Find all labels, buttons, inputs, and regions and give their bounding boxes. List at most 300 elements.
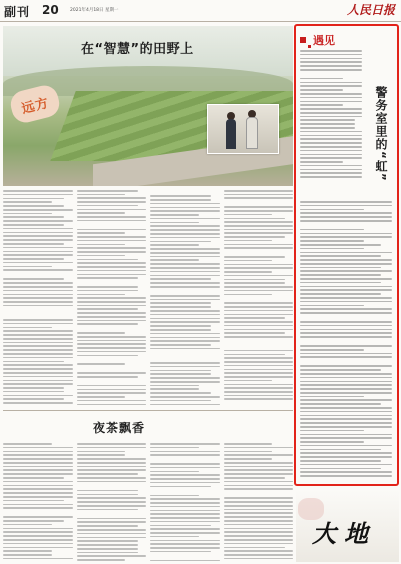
text-line xyxy=(224,447,294,449)
person-body xyxy=(226,119,236,149)
text-line xyxy=(224,201,294,204)
text-line xyxy=(77,490,138,492)
text-line xyxy=(224,454,294,456)
text-line xyxy=(150,458,220,461)
text-line xyxy=(150,241,211,243)
text-line xyxy=(77,343,147,345)
text-line xyxy=(224,310,294,312)
text-line xyxy=(300,161,343,163)
text-line xyxy=(150,218,220,220)
text-line xyxy=(3,251,73,253)
text-line xyxy=(224,554,294,556)
text-line xyxy=(77,327,147,330)
text-line xyxy=(77,469,147,471)
text-line xyxy=(300,418,392,420)
text-line xyxy=(3,301,73,303)
text-line xyxy=(3,500,64,502)
text-line xyxy=(77,552,138,554)
text-line xyxy=(77,389,147,391)
text-line xyxy=(150,302,211,304)
text-line xyxy=(300,127,355,129)
supplement-logo-art xyxy=(296,490,399,562)
text-line xyxy=(77,447,147,449)
text-line xyxy=(224,539,294,541)
text-line xyxy=(224,361,294,363)
text-line xyxy=(150,352,220,355)
text-line xyxy=(3,319,73,321)
text-line xyxy=(300,108,362,110)
text-line xyxy=(300,349,364,351)
text-line xyxy=(150,210,220,212)
text-line xyxy=(224,218,285,220)
text-line xyxy=(224,221,294,223)
text-line xyxy=(224,402,294,405)
text-line xyxy=(224,395,294,397)
text-line xyxy=(77,312,147,314)
text-line xyxy=(150,486,211,488)
text-line xyxy=(150,547,220,549)
text-line xyxy=(3,305,73,307)
text-line xyxy=(77,290,138,292)
text-line xyxy=(3,380,73,382)
text-line xyxy=(150,385,199,387)
text-line xyxy=(150,474,220,476)
text-column xyxy=(150,443,220,561)
text-line xyxy=(150,290,220,293)
text-line xyxy=(300,233,392,235)
text-line xyxy=(300,216,392,218)
feature-hero-image xyxy=(3,26,293,186)
text-line xyxy=(77,224,147,227)
text-line xyxy=(300,97,362,99)
text-line xyxy=(150,278,211,280)
text-line xyxy=(224,354,285,356)
text-line xyxy=(300,452,392,454)
text-line xyxy=(150,463,220,465)
text-line xyxy=(224,302,294,304)
text-line xyxy=(77,529,147,531)
text-line xyxy=(224,271,273,273)
text-line xyxy=(77,232,126,234)
text-line xyxy=(300,138,362,140)
text-line xyxy=(77,351,147,353)
feature-photo[interactable] xyxy=(207,104,279,154)
page-masthead xyxy=(0,0,401,22)
text-line xyxy=(3,395,73,397)
text-line xyxy=(300,415,392,417)
text-line xyxy=(224,336,294,338)
text-line xyxy=(77,376,138,378)
text-line xyxy=(150,282,220,284)
text-line xyxy=(3,220,73,222)
text-line xyxy=(224,232,294,234)
text-line xyxy=(3,247,73,249)
text-line xyxy=(3,462,73,464)
text-line xyxy=(3,361,64,363)
text-line xyxy=(224,225,294,227)
text-line xyxy=(224,469,294,471)
text-line xyxy=(150,263,220,265)
text-line xyxy=(3,524,52,526)
text-line xyxy=(224,240,273,242)
text-line xyxy=(77,481,147,483)
text-line xyxy=(3,224,64,226)
text-line xyxy=(300,61,362,63)
text-line xyxy=(3,372,73,374)
text-line xyxy=(300,146,362,148)
text-line xyxy=(300,407,392,409)
text-line xyxy=(224,194,294,196)
text-line xyxy=(150,275,220,277)
text-line xyxy=(224,497,294,499)
text-line xyxy=(77,266,147,268)
text-line xyxy=(300,289,392,291)
text-line xyxy=(300,282,381,284)
text-line xyxy=(77,473,138,475)
text-line xyxy=(300,123,355,125)
text-line xyxy=(3,387,64,389)
text-line xyxy=(300,93,362,95)
text-line xyxy=(3,458,73,460)
text-line xyxy=(300,142,362,144)
text-line xyxy=(300,201,392,203)
feature-title[interactable]: 在“智慧”的田野上 xyxy=(81,42,194,57)
text-line xyxy=(150,392,211,394)
text-line xyxy=(150,451,220,453)
text-line xyxy=(3,266,52,268)
text-line xyxy=(150,229,220,231)
text-line xyxy=(300,224,392,227)
text-line xyxy=(150,248,220,250)
text-line xyxy=(77,392,147,394)
text-line xyxy=(77,559,126,561)
text-line xyxy=(150,237,220,239)
text-line xyxy=(3,447,73,449)
text-line xyxy=(224,332,285,334)
text-line xyxy=(3,531,73,533)
text-line xyxy=(300,353,392,355)
text-line xyxy=(3,364,73,366)
text-line xyxy=(224,357,294,359)
text-line xyxy=(3,258,64,260)
text-line xyxy=(300,286,392,288)
text-column xyxy=(150,190,220,405)
text-line xyxy=(77,286,138,288)
text-line xyxy=(150,299,220,301)
text-line xyxy=(3,451,73,453)
section-name: 副刊 xyxy=(4,5,31,19)
text-line xyxy=(150,190,220,193)
text-line xyxy=(3,327,52,329)
text-line xyxy=(224,380,273,382)
text-line xyxy=(224,543,294,545)
text-line xyxy=(150,370,211,372)
text-line xyxy=(3,496,73,498)
text-line xyxy=(3,235,73,237)
text-line xyxy=(300,456,392,458)
text-line xyxy=(150,388,199,390)
text-line xyxy=(77,316,147,318)
text-line xyxy=(150,381,220,383)
text-line xyxy=(224,391,294,393)
text-line xyxy=(77,229,147,231)
text-line xyxy=(3,228,73,230)
text-line xyxy=(300,369,381,371)
text-line xyxy=(150,502,220,504)
text-line xyxy=(77,281,147,284)
text-line xyxy=(3,454,73,456)
page-number: 20 xyxy=(42,3,59,17)
text-line xyxy=(3,535,73,537)
text-line xyxy=(150,560,220,561)
text-line xyxy=(77,494,138,496)
text-line xyxy=(300,78,343,80)
text-line xyxy=(3,345,73,347)
text-line xyxy=(224,485,294,487)
text-line xyxy=(224,325,294,327)
text-line xyxy=(3,558,73,560)
column-article-title[interactable]: 警务室里的“虹” xyxy=(374,86,388,182)
text-line xyxy=(77,255,126,257)
text-line xyxy=(224,236,285,238)
text-line xyxy=(224,477,285,479)
text-line xyxy=(3,297,73,299)
text-line xyxy=(150,222,199,224)
text-line xyxy=(3,520,64,522)
text-line xyxy=(3,254,73,256)
text-line xyxy=(77,308,138,310)
text-line xyxy=(150,377,220,379)
text-line xyxy=(77,355,138,357)
text-line xyxy=(150,551,211,553)
text-line xyxy=(77,533,147,535)
text-line xyxy=(3,473,73,475)
text-line xyxy=(77,209,147,211)
text-line xyxy=(224,512,294,514)
text-line xyxy=(224,275,294,277)
text-line xyxy=(300,244,381,246)
text-line xyxy=(300,255,381,257)
text-line xyxy=(77,212,126,214)
text-line xyxy=(300,430,364,432)
text-line xyxy=(77,216,147,218)
text-line xyxy=(300,441,364,443)
text-line xyxy=(3,239,73,241)
text-line xyxy=(224,535,294,537)
text-line xyxy=(150,325,211,327)
text-line xyxy=(3,273,73,276)
text-line xyxy=(224,251,294,254)
text-line xyxy=(77,385,147,387)
text-line xyxy=(77,294,126,296)
text-line xyxy=(224,264,294,266)
text-line xyxy=(150,495,199,497)
text-line xyxy=(300,340,392,343)
text-column xyxy=(3,190,73,405)
text-line xyxy=(224,244,294,246)
text-line xyxy=(3,376,73,378)
text-line xyxy=(3,383,73,385)
text-line xyxy=(300,471,392,473)
text-line xyxy=(224,520,294,522)
text-line xyxy=(77,537,147,539)
text-line xyxy=(150,329,211,331)
text-line xyxy=(300,212,392,214)
text-line xyxy=(224,501,294,503)
text-line xyxy=(3,290,73,292)
feature-stamp-text: 远方 xyxy=(20,95,51,117)
text-line xyxy=(150,344,211,346)
text-line xyxy=(77,358,147,361)
text-line xyxy=(77,477,147,479)
text-line xyxy=(3,278,64,280)
text-line xyxy=(150,199,211,201)
text-line xyxy=(300,278,392,280)
text-line xyxy=(224,256,285,258)
text-line xyxy=(300,69,362,71)
text-line xyxy=(77,270,147,272)
text-line xyxy=(150,532,220,534)
text-line xyxy=(150,489,220,492)
text-line xyxy=(300,119,355,121)
text-line xyxy=(224,294,273,296)
text-line xyxy=(77,454,126,456)
text-line xyxy=(300,172,362,174)
text-line xyxy=(3,243,64,245)
text-line xyxy=(224,282,285,284)
text-column xyxy=(77,443,147,561)
text-line xyxy=(3,550,52,552)
text-line xyxy=(150,252,220,254)
text-line xyxy=(300,236,392,238)
text-column xyxy=(224,443,294,561)
text-line xyxy=(3,201,52,203)
text-line xyxy=(3,554,52,556)
text-line xyxy=(3,504,73,506)
text-line xyxy=(3,190,73,192)
text-line xyxy=(150,506,220,508)
text-line xyxy=(77,443,147,445)
text-line xyxy=(300,329,392,331)
text-line xyxy=(300,89,343,91)
text-line xyxy=(77,347,147,349)
text-line xyxy=(3,330,73,332)
text-line xyxy=(300,381,392,383)
text-line xyxy=(3,194,73,196)
text-line xyxy=(300,464,392,466)
text-line xyxy=(300,205,392,207)
text-line xyxy=(300,293,381,295)
text-line xyxy=(224,214,273,216)
highlighted-column[interactable] xyxy=(294,24,399,486)
text-line xyxy=(77,197,147,199)
text-line xyxy=(150,478,220,480)
text-line xyxy=(224,321,294,323)
text-line xyxy=(77,251,147,253)
text-line xyxy=(3,477,64,479)
text-line xyxy=(300,308,392,310)
text-line xyxy=(224,267,294,269)
text-line xyxy=(300,157,362,159)
text-line xyxy=(3,353,73,355)
text-line xyxy=(150,271,220,273)
text-line xyxy=(77,396,126,398)
text-line xyxy=(77,509,138,511)
text-line xyxy=(150,259,199,261)
text-line xyxy=(150,310,220,312)
text-line xyxy=(77,525,138,527)
text-line xyxy=(77,247,147,249)
text-line xyxy=(3,492,73,494)
text-line xyxy=(3,334,73,336)
text-line xyxy=(77,518,147,520)
text-line xyxy=(150,447,199,449)
text-line xyxy=(150,321,220,323)
text-line xyxy=(224,260,273,262)
bottom-article-title[interactable]: 夜茶飘香 xyxy=(93,421,146,435)
text-line xyxy=(77,244,126,246)
text-line xyxy=(150,454,220,456)
text-line xyxy=(77,332,126,334)
person-body xyxy=(246,117,258,149)
text-line xyxy=(3,469,73,471)
text-line xyxy=(3,209,73,211)
text-line xyxy=(300,360,392,363)
text-line xyxy=(224,340,294,343)
text-line xyxy=(3,349,73,351)
text-line xyxy=(150,337,220,339)
text-line xyxy=(224,550,294,552)
text-line xyxy=(3,269,73,271)
text-line xyxy=(77,262,147,264)
text-line xyxy=(300,301,392,303)
text-line xyxy=(150,214,199,216)
text-line xyxy=(300,312,392,314)
text-line xyxy=(150,373,211,375)
text-line xyxy=(3,485,73,487)
text-line xyxy=(77,555,147,557)
text-line xyxy=(300,384,392,386)
text-line xyxy=(150,443,220,445)
text-line xyxy=(77,305,147,307)
text-line xyxy=(300,65,362,67)
text-line xyxy=(150,555,220,558)
text-line xyxy=(300,165,362,167)
text-line xyxy=(300,365,392,367)
text-line xyxy=(300,220,392,222)
text-line xyxy=(300,101,362,103)
text-line xyxy=(150,400,211,402)
text-line xyxy=(3,368,73,370)
text-line xyxy=(3,488,73,490)
text-line xyxy=(224,365,294,367)
text-line xyxy=(77,240,147,242)
text-line xyxy=(300,468,381,470)
text-line xyxy=(300,252,392,254)
column-article-body xyxy=(300,201,392,477)
text-line xyxy=(224,297,294,300)
text-line xyxy=(77,466,147,468)
text-line xyxy=(150,225,220,227)
text-line xyxy=(300,422,392,424)
text-line xyxy=(77,521,147,523)
text-line xyxy=(224,372,294,374)
text-line xyxy=(224,466,294,468)
text-line xyxy=(3,511,73,514)
text-column xyxy=(77,190,147,405)
text-line xyxy=(224,473,294,475)
text-line xyxy=(224,376,294,378)
